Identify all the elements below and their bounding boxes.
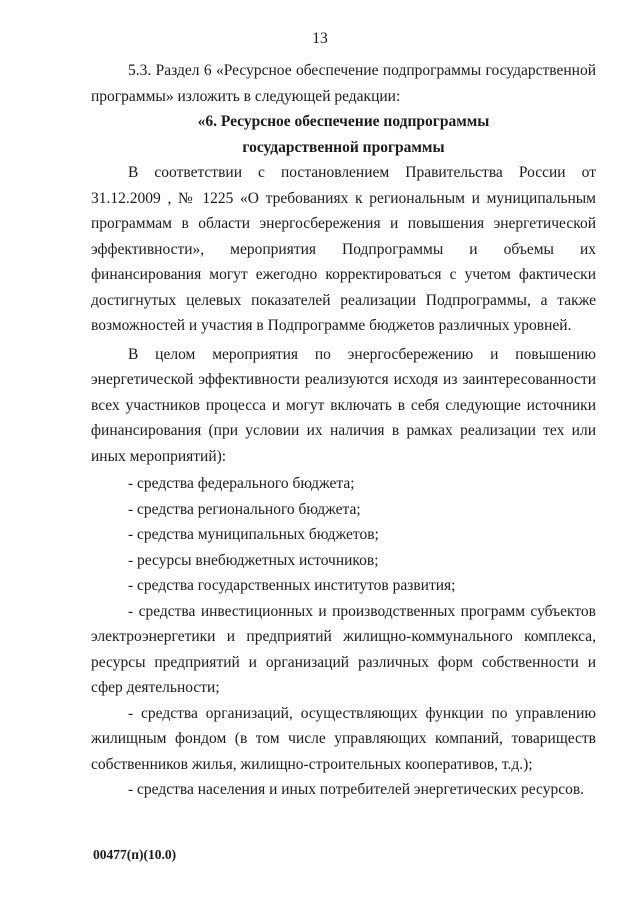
paragraph-1: В соответствии с постановлением Правительства России от 31.12.2009 , № 1225 «О требованиях к региональным и муниципальным программам в области энергосбережения и повышения энергетической эффективности», мероприятия Подпрограммы и объемы их финансирования могут ежегодно корректироваться с учетом фактически достигнутых целевых показателей реализации Подпрограммы, а также возможностей и участия в Подпрограмме бюджетов различных уровней. <box>91 164 596 334</box>
document-code: 00477(п)(10.0) <box>93 847 177 862</box>
page-number: 13 <box>312 30 328 47</box>
source-item-6: - средства инвестиционных и производственных программ субъектов электроэнергетики и предприятий жилищно-коммунального комплекса, ресурсы предприятий и организаций различных форм собственности и сфер деятельности; <box>91 602 596 696</box>
source-item-2: - средства регионального бюджета; <box>128 500 361 518</box>
intro-paragraph: 5.3. Раздел 6 «Ресурсное обеспечение подпрограммы государственной программы» изложить в следующей редакции: <box>91 62 596 105</box>
document-body <box>91 58 596 803</box>
source-item-3: - средства муниципальных бюджетов; <box>128 526 379 543</box>
section-heading-line-1: «6. Ресурсное обеспечение подпрограммы <box>197 113 490 130</box>
source-item-5: - средства государственных институтов развития; <box>128 577 456 594</box>
paragraph-2: В целом мероприятия по энергосбережению и повышению энергетической эффективности реализуются исходя из заинтересованности всех участников процесса и могут включать в себя следующие источники финансирования (при условии их наличия в рамках реализации тех или иных мероприятий): <box>91 345 596 465</box>
source-item-8: - средства населения и иных потребителей энергетических ресурсов. <box>128 781 585 798</box>
source-item-4: - ресурсы внебюджетных источников; <box>128 551 379 569</box>
section-heading-line-2: государственной программы <box>242 138 445 156</box>
source-item-1: - средства федерального бюджета; <box>128 475 355 492</box>
source-item-7: - средства организаций, осуществляющих функции по управлению жилищным фондом (в том числе управляющих компаний, товариществ собственников жилья, жилищно-строительных кооперативов, т.д.); <box>91 704 596 773</box>
